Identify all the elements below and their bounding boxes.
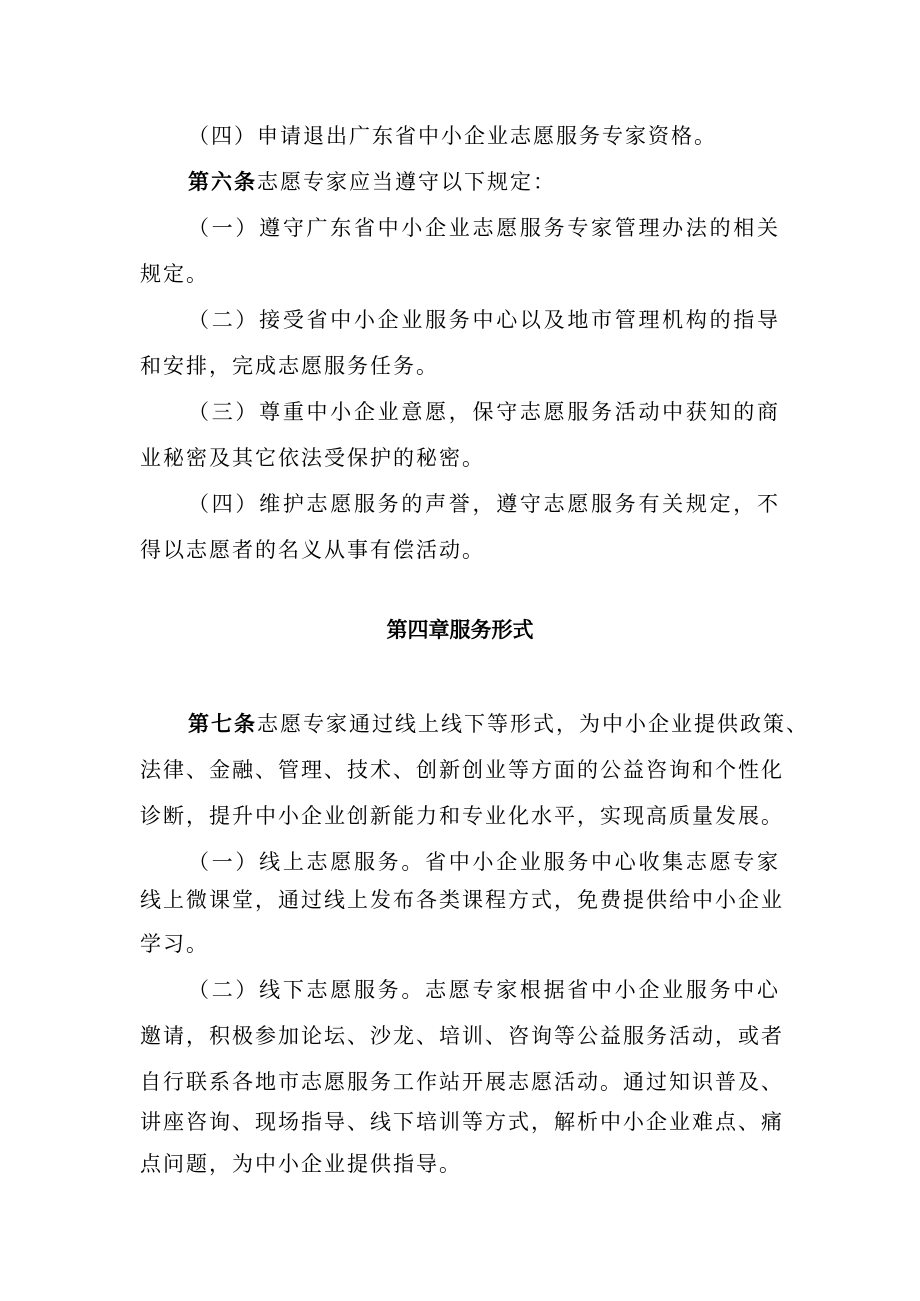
- paragraph-line: [140, 1150, 920, 1178]
- line-text: 法律、金融、管理、技术、创新创业等方面的公益咨询和个性化: [140, 758, 784, 782]
- line-text: （三）尊重中小企业意愿，保守志愿服务活动中获知的商: [188, 400, 780, 424]
- paragraph-line: [188, 976, 780, 1004]
- paragraph-line: [140, 1022, 784, 1050]
- line-text: 诊断，提升中小企业创新能力和专业化水平，实现高质量发展。: [140, 804, 784, 828]
- line-text: 学习。: [140, 932, 209, 956]
- line-text: 规定。: [140, 262, 209, 286]
- paragraph-line: [188, 214, 780, 242]
- article-label: 第七条: [188, 711, 257, 736]
- paragraph-line: [140, 1068, 784, 1096]
- paragraph-line: [140, 802, 784, 830]
- paragraph-line: [140, 886, 784, 914]
- paragraph-line: [188, 122, 920, 150]
- paragraph-line: [140, 352, 920, 380]
- paragraph-line: [140, 1108, 784, 1136]
- line-text: 线上微课堂，通过线上发布各类课程方式，免费提供给中小企业: [140, 888, 784, 912]
- paragraph-line: [140, 756, 784, 784]
- line-text: （二）接受省中小企业服务中心以及地市管理机构的指导: [188, 308, 780, 332]
- paragraph-line: [188, 306, 780, 334]
- line-text: 和安排，完成志愿服务任务。: [140, 354, 439, 378]
- paragraph-line: [188, 848, 780, 876]
- line-text: （一）线上志愿服务。省中小企业服务中心收集志愿专家: [188, 850, 780, 874]
- paragraph-line: [140, 930, 920, 958]
- paragraph-line: [140, 444, 920, 472]
- paragraph-line: [140, 536, 920, 564]
- paragraph-line: [188, 490, 780, 518]
- line-text: （二）线下志愿服务。志愿专家根据省中小企业服务中心: [188, 978, 780, 1002]
- paragraph-line: [188, 398, 780, 426]
- line-text: 业秘密及其它依法受保护的秘密。: [140, 446, 485, 470]
- line-text: 自行联系各地市志愿服务工作站开展志愿活动。通过知识普及、: [140, 1070, 784, 1094]
- article-heading-line: [188, 168, 920, 196]
- line-text: 得以志愿者的名义从事有偿活动。: [140, 538, 485, 562]
- line-text: 志愿专家应当遵守以下规定：: [257, 170, 556, 194]
- line-text: 志愿专家通过线上线下等形式，为中小企业提供政策、: [257, 712, 809, 736]
- article-label: 第六条: [188, 169, 257, 194]
- paragraph-line: [140, 260, 920, 288]
- chapter-heading: 第四章服务形式: [386, 617, 534, 642]
- line-text: （四）维护志愿服务的声誉，遵守志愿服务有关规定，不: [188, 492, 780, 516]
- line-text: 点问题，为中小企业提供指导。: [140, 1152, 462, 1176]
- line-text: （四）申请退出广东省中小企业志愿服务专家资格。: [188, 124, 717, 148]
- line-text: 讲座咨询、现场指导、线下培训等方式，解析中小企业难点、痛: [140, 1110, 784, 1134]
- line-text: 邀请，积极参加论坛、沙龙、培训、咨询等公益服务活动，或者: [140, 1024, 784, 1048]
- line-text: （一）遵守广东省中小企业志愿服务专家管理办法的相关: [188, 216, 780, 240]
- article-heading-line: [188, 710, 809, 738]
